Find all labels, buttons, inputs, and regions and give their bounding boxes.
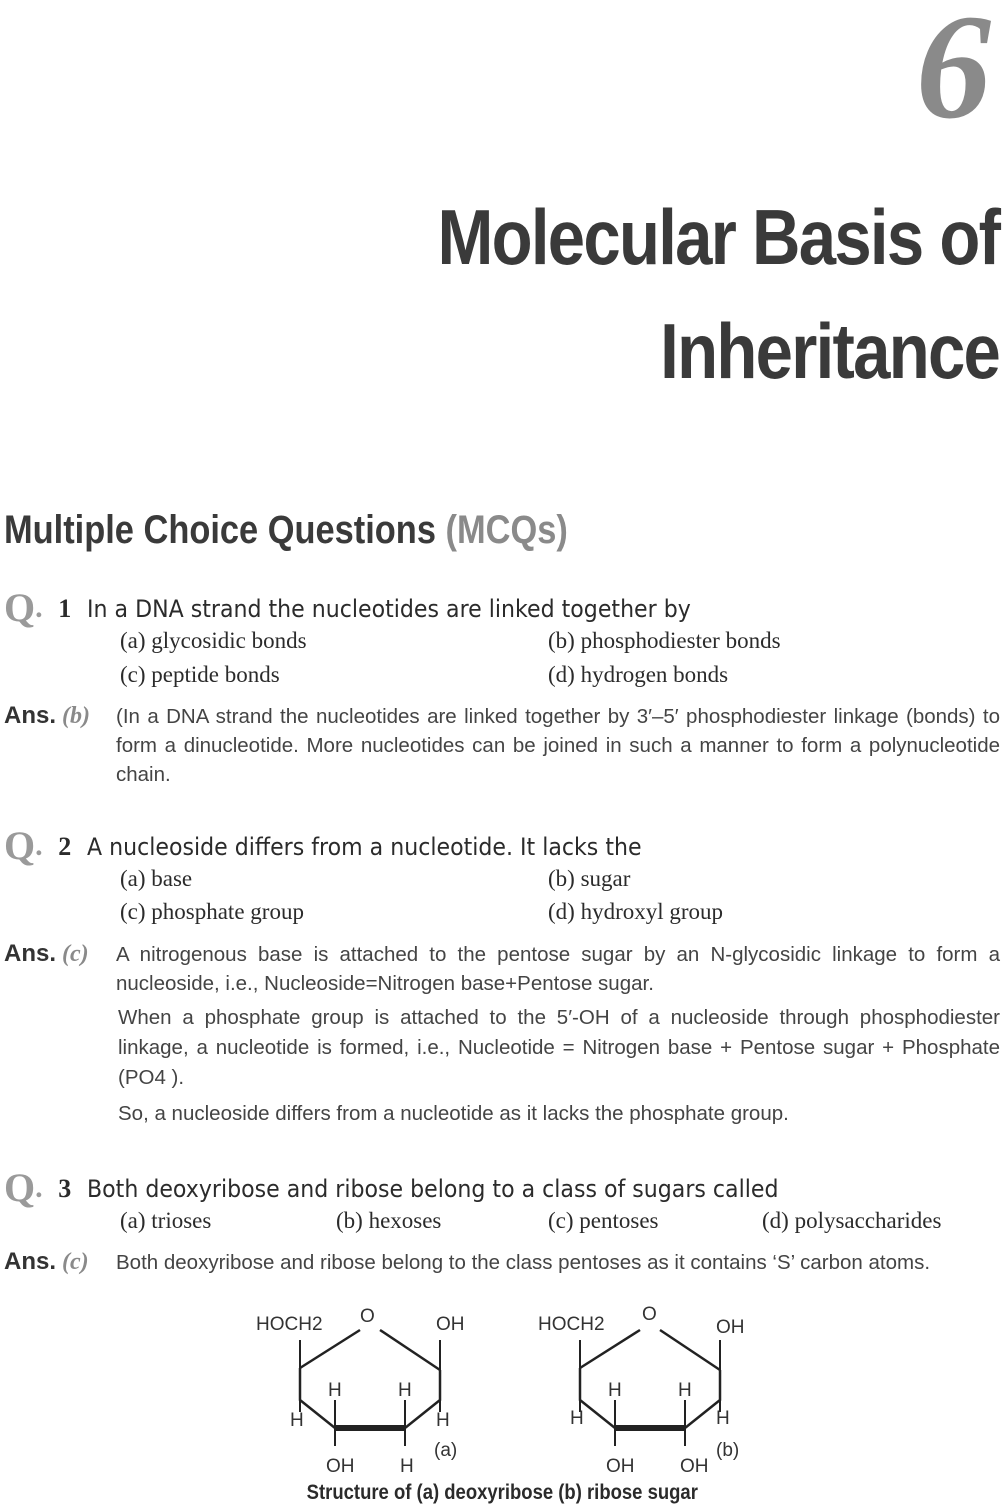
sugar-structures-figure xyxy=(240,1300,760,1480)
option-d: (d) hydroxyl group xyxy=(548,899,724,924)
option-b: (b) sugar xyxy=(548,866,631,891)
figure-caption-text: Structure of (a) deoxyribose (b) ribose sugar xyxy=(306,1481,699,1504)
answer-label-text: Ans. xyxy=(4,1248,57,1275)
h-label: H xyxy=(398,1380,412,1401)
answer-key: (c) xyxy=(62,1249,89,1275)
question-number: 2 xyxy=(58,832,72,861)
h-label: H xyxy=(436,1410,450,1431)
hoch2-label: HOCH2 xyxy=(256,1314,323,1335)
section-heading xyxy=(4,508,568,553)
chapter-title-line-2: Inheritance xyxy=(660,307,999,395)
question-text: A nucleoside differs from a nucleotide. It lacks the xyxy=(86,833,642,861)
answer-text: A nitrogenous base is attached to the pentose sugar by an N-glycosidic linkage to form a nucleoside, i.e., Nucleoside=Nitrogen base+Pentose sugar. xyxy=(116,943,1000,995)
figure-tag-a: (a) xyxy=(434,1440,458,1461)
question-number: 3 xyxy=(58,1174,72,1203)
answer-key: (b) xyxy=(62,703,90,729)
question-1: Q. 1 In a DNA strand the nucleotides are linked together by xyxy=(4,585,691,630)
question-text: Both deoxyribose and ribose belong to a class of sugars called xyxy=(86,1175,779,1203)
ribose-structure xyxy=(538,1304,745,1477)
oh-label: OH xyxy=(680,1456,709,1477)
option-a: (a) glycosidic bonds xyxy=(120,628,307,653)
oh-label: OH xyxy=(326,1456,355,1477)
section-heading-text: Multiple Choice Questions xyxy=(4,508,436,552)
oh-label: OH xyxy=(606,1456,635,1477)
chapter-number: 6 xyxy=(916,0,991,150)
chapter-title-line-1: Molecular Basis of xyxy=(437,193,999,281)
answer-label xyxy=(4,702,90,730)
option-a: (a) trioses xyxy=(120,1208,212,1233)
answer-label xyxy=(4,940,89,968)
option-d: (d) polysaccharides xyxy=(762,1208,942,1233)
question-mark: Q xyxy=(4,585,36,630)
answer-text: So, a nucleoside differs from a nucleotide as it lacks the phosphate group. xyxy=(118,1102,789,1125)
question-mark: Q xyxy=(4,1165,36,1210)
answer-label-text: Ans. xyxy=(4,940,57,967)
question-2: Q. 2 A nucleoside differs from a nucleotide. It lacks the xyxy=(4,823,642,868)
h-label: H xyxy=(608,1380,622,1401)
h-label: H xyxy=(570,1408,584,1429)
option-b: (b) phosphodiester bonds xyxy=(548,628,781,653)
question-text: In a DNA strand the nucleotides are linked together by xyxy=(86,595,691,623)
h-label: H xyxy=(400,1456,414,1477)
answer-text: When a phosphate group is attached to the 5′-OH of a nucleoside through phosphodiester linkage, a nucleotide is formed, i.e., Nucleotide = Nitrogen base + Pentose sugar + Phosphate (PO4 ). xyxy=(118,1006,1000,1089)
h-label: H xyxy=(290,1410,304,1431)
figure-tag-b: (b) xyxy=(716,1440,740,1461)
deoxyribose-structure xyxy=(256,1306,465,1477)
question-3: Q. 3 Both deoxyribose and ribose belong to a class of sugars called xyxy=(4,1165,779,1210)
option-d: (d) hydrogen bonds xyxy=(548,662,729,687)
answer-label-text: Ans. xyxy=(4,702,57,729)
question-mark: Q xyxy=(4,823,36,868)
option-c: (c) peptide bonds xyxy=(120,662,280,687)
oh-label: OH xyxy=(716,1317,745,1338)
figure-caption xyxy=(0,1481,1005,1505)
h-label: H xyxy=(716,1408,730,1429)
option-a: (a) base xyxy=(120,866,193,891)
option-c: (c) phosphate group xyxy=(120,899,304,924)
option-b: (b) hexoses xyxy=(336,1208,442,1233)
oh-label: OH xyxy=(436,1314,465,1335)
answer-key: (c) xyxy=(62,941,89,967)
answer-text: (In a DNA strand the nucleotides are linked together by 3′–5′ phosphodiester linkage (bonds) to form a dinucleotide. More nucleotides can be joined in such a manner to form a polynucleotide chain. xyxy=(116,705,1000,786)
answer-label xyxy=(4,1248,89,1276)
answer-text: Both deoxyribose and ribose belong to the class pentoses as it contains ‘S’ carbon atoms. xyxy=(116,1251,931,1274)
ring-oxygen-label: O xyxy=(360,1306,375,1327)
ring-oxygen-label: O xyxy=(642,1304,657,1325)
option-c: (c) pentoses xyxy=(548,1208,659,1233)
h-label: H xyxy=(678,1380,692,1401)
hoch2-label: HOCH2 xyxy=(538,1314,605,1335)
section-heading-paren: (MCQs) xyxy=(445,508,568,552)
question-number: 1 xyxy=(58,594,72,623)
h-label: H xyxy=(328,1380,342,1401)
